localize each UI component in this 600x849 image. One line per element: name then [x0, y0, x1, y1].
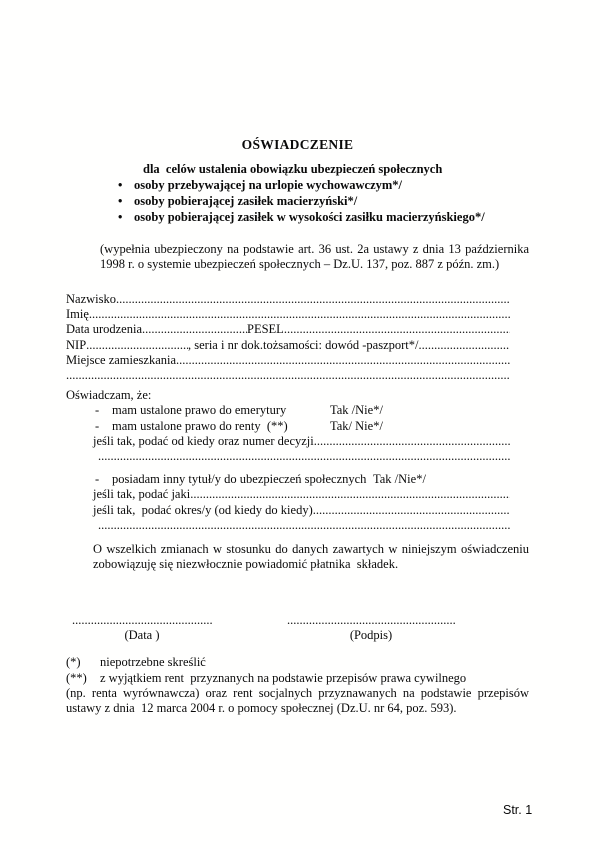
- document-subtitle: dla celów ustalenia obowiązku ubezpieczeń społecznych: [143, 162, 443, 176]
- nip-label: NIP: [66, 337, 87, 352]
- yes-no-option: Tak /Nie*/: [330, 403, 383, 418]
- dash-marker: -: [95, 418, 100, 433]
- declaration-item-pension: [66, 403, 529, 418]
- pesel-label: PESEL: [247, 322, 284, 337]
- dotted-leader: [142, 322, 247, 337]
- field-line-first-name: [66, 307, 529, 322]
- declaration-item-other-title: [66, 472, 529, 487]
- date-label: (Data ): [124, 628, 160, 643]
- if-yes-decision-line: [93, 434, 529, 449]
- page-number: Str. 1: [503, 803, 533, 817]
- dotted-leader: [190, 487, 510, 502]
- field-line-nip-identity: [66, 338, 529, 353]
- dotted-leader: [419, 338, 510, 353]
- dotted-leader: [313, 503, 510, 518]
- bullet-text: osoby pobierającej zasiłek macierzyński*/: [134, 194, 358, 208]
- signature-label: (Podpis): [349, 628, 393, 643]
- footnote-marker: (**): [66, 670, 87, 685]
- bullet-icon: •: [118, 210, 123, 224]
- signature-block: [287, 613, 455, 643]
- list-item: [66, 177, 529, 193]
- bullet-text: osoby pobierającej zasiłek w wysokości zasiłku macierzyńskiego*/: [134, 210, 485, 224]
- yes-no-option: Tak /Nie*/: [373, 472, 426, 487]
- document-title: OŚWIADCZENIE: [241, 137, 354, 152]
- bullet-icon: •: [118, 194, 123, 208]
- signature-section: [72, 613, 529, 643]
- field-line-residence: [66, 353, 529, 368]
- footnote-marker: (*): [66, 655, 81, 670]
- dotted-leader: [116, 292, 510, 307]
- declaration-text: posiadam inny tytuł/y do ubezpieczeń społecznych: [112, 472, 367, 487]
- dotted-leader: [98, 449, 510, 464]
- yes-no-option: Tak/ Nie*/: [330, 418, 383, 433]
- dash-marker: -: [95, 472, 100, 487]
- dotted-leader: [66, 368, 510, 383]
- list-item: [66, 209, 529, 225]
- if-yes-period-label: jeśli tak, podać okres/y (od kiedy do kiedy): [93, 502, 313, 517]
- date-fill-line: [72, 613, 212, 628]
- if-yes-which-line: [93, 487, 529, 502]
- dotted-leader: [89, 307, 510, 322]
- first-name-label: Imię: [66, 307, 89, 322]
- document-content: [66, 137, 533, 716]
- dotted-leader: [314, 434, 510, 449]
- change-notification-clause: O wszelkich zmianach w stosunku do danych zawartych w niniejszym oświadczeniu zobowiązuję się niezwłocznie powiadomić płatnika składek.: [93, 542, 533, 572]
- footnote-double-star: [66, 671, 529, 686]
- if-yes-which-label: jeśli tak, podać jaki: [93, 487, 191, 502]
- dotted-leader: [86, 338, 188, 353]
- if-yes-decision-label: jeśli tak, podać od kiedy oraz numer decyzji: [93, 433, 314, 448]
- identity-doc-label: , seria i nr dok.tożsamości: dowód -paszport*/: [188, 337, 419, 352]
- residence-label: Miejsce zamieszkania: [66, 352, 177, 367]
- birth-date-label: Data urodzenia: [66, 322, 143, 337]
- field-line-residence-continuation: [66, 368, 529, 383]
- bullet-icon: •: [118, 178, 123, 192]
- declaration-text: mam ustalone prawo do emerytury: [112, 403, 287, 418]
- personal-data-fields: [66, 292, 529, 383]
- declaration-item-disability: [66, 419, 529, 434]
- birth-date-segment: [66, 322, 247, 337]
- purpose-bullet-list: [66, 177, 529, 225]
- field-line-birth-date-pesel: [66, 322, 529, 337]
- legal-basis-note: (wypełnia ubezpieczony na podstawie art. 36 ust. 2a ustawy z dnia 13 października 1998 r. o systemie ubezpieczeń społecznych – Dz.U. 137, poz. 887 z późn. zm.): [100, 242, 533, 271]
- list-item: [66, 193, 529, 209]
- dotted-leader: [98, 518, 510, 533]
- dash-marker: -: [95, 403, 100, 418]
- signature-fill-line: [287, 613, 455, 628]
- footnote-text: niepotrzebne skreślić: [100, 655, 206, 670]
- footnote-single-star: [66, 655, 529, 670]
- bullet-text: osoby przebywającej na urlopie wychowawczym*/: [134, 178, 403, 192]
- dotted-leader: [284, 322, 510, 337]
- declaration-heading: Oświadczam, że:: [66, 388, 152, 403]
- footnotes-section: [66, 655, 533, 716]
- continuation-line: [98, 518, 529, 533]
- dotted-leader: [176, 353, 510, 368]
- if-yes-period-line: [93, 503, 529, 518]
- date-signature-block: [72, 613, 212, 643]
- field-line-surname: [66, 292, 529, 307]
- continuation-line: [98, 449, 529, 464]
- footnote-continuation: (np. renta wyrównawcza) oraz rent socjalnych przyznawanych na podstawie przepisów ustawy z dnia 12 marca 2004 r. o pomocy społecznej (Dz.U. nr 64, poz. 593).: [66, 685, 533, 716]
- footnote-text: z wyjątkiem rent przyznanych na podstawie przepisów prawa cywilnego: [100, 670, 467, 685]
- nip-segment: [66, 338, 188, 353]
- declaration-text: mam ustalone prawo do renty (**): [112, 418, 288, 433]
- surname-label: Nazwisko: [66, 292, 116, 306]
